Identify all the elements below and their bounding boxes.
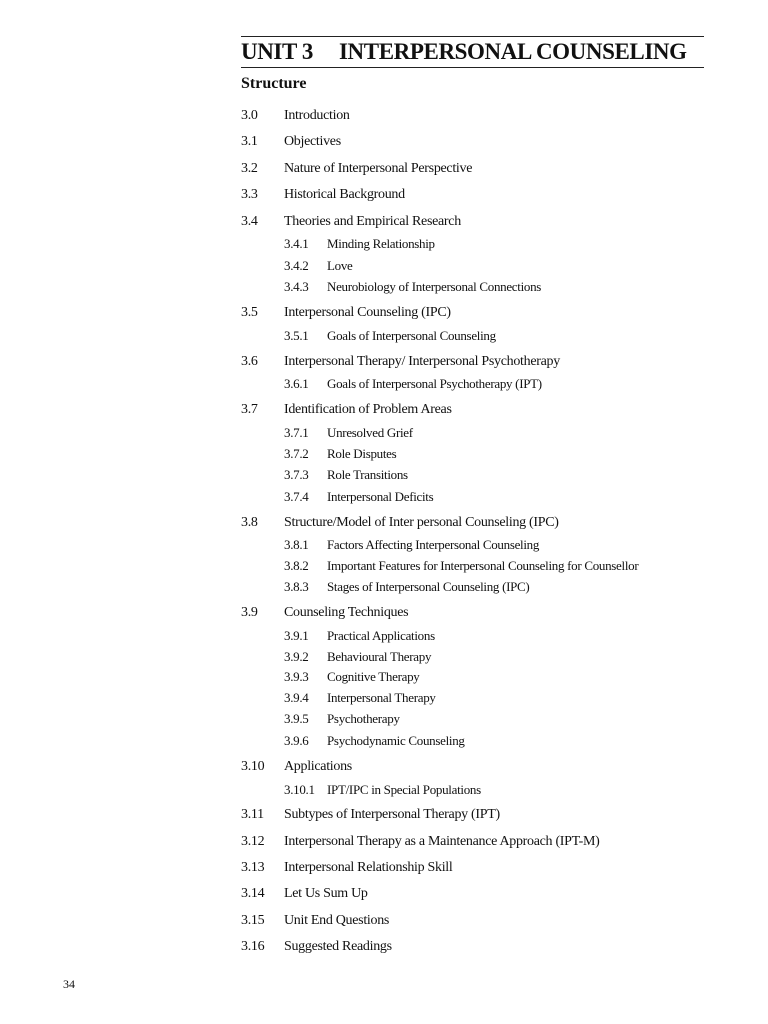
toc-entry-title: Objectives [284,134,341,149]
toc-entry-number: 3.1 [241,134,258,149]
toc-entry-number: 3.4.2 [284,258,309,273]
toc-entry-number: 3.13 [241,860,265,875]
toc-entry-title: Subtypes of Interpersonal Therapy (IPT) [284,807,500,822]
toc-entry-title: Love [327,258,353,273]
toc-entry-number: 3.9.1 [284,628,309,643]
toc-entry-number: 3.7.2 [284,446,309,461]
toc-entry-number: 3.11 [241,807,264,822]
page-number: 34 [63,977,75,991]
toc-entry-number: 3.7.4 [284,489,309,504]
toc-entry-number: 3.9.2 [284,649,309,664]
toc-entry-title: Psychotherapy [327,711,400,726]
toc-entry-number: 3.4 [241,214,258,229]
toc-entry-title: Identification of Problem Areas [284,402,452,417]
toc-entry-title: Cognitive Therapy [327,669,420,684]
toc-entry-title: Behavioural Therapy [327,649,432,664]
toc-entry-title: Psychodynamic Counseling [327,733,465,748]
toc-entry-number: 3.8 [241,515,258,530]
toc-entry-number: 3.10.1 [284,782,315,797]
toc-entry-number: 3.8.3 [284,579,309,594]
toc-entry-title: Interpersonal Deficits [327,489,434,504]
toc-entry-title: Role Disputes [327,446,397,461]
unit-title: INTERPERSONAL COUNSELING [339,39,687,64]
toc-entry-number: 3.3 [241,187,258,202]
toc-entry-title: Nature of Interpersonal Perspective [284,161,473,176]
unit-number: UNIT 3 [241,39,313,64]
toc-entry-title: Neurobiology of Interpersonal Connections [327,279,542,294]
toc-entry-title: Role Transitions [327,467,408,482]
toc-entry-number: 3.5.1 [284,328,309,343]
toc-entry-title: Minding Relationship [327,236,435,251]
toc-entry-title: Stages of Interpersonal Counseling (IPC) [327,579,530,594]
toc-entry-title: Interpersonal Therapy as a Maintenance Approach (IPT-M) [284,834,600,849]
toc-entry-title: Applications [284,759,352,774]
toc-entry-number: 3.6.1 [284,376,309,391]
toc-entry-number: 3.9.6 [284,733,309,748]
toc-entry-title: Factors Affecting Interpersonal Counseling [327,537,540,552]
toc-entry-number: 3.14 [241,886,265,901]
toc-entry-number: 3.7.3 [284,467,309,482]
toc-entry-number: 3.12 [241,834,265,849]
toc-entry-number: 3.4.3 [284,279,309,294]
toc-entry-number: 3.8.1 [284,537,309,552]
toc-entry-title: Important Features for Interpersonal Counseling for Counsellor [327,558,639,573]
toc-entry-number: 3.0 [241,108,258,123]
toc-entry-number: 3.16 [241,939,265,954]
toc-entry-title: Goals of Interpersonal Counseling [327,328,496,343]
toc-entry-title: Interpersonal Therapy/ Interpersonal Psychotherapy [284,354,560,369]
toc-entry-title: Historical Background [284,187,405,202]
toc-entry-number: 3.9.3 [284,669,309,684]
toc-entry-number: 3.10 [241,759,265,774]
toc-entry-number: 3.7.1 [284,425,309,440]
toc-entry-number: 3.9.4 [284,690,309,705]
toc-entry-title: Practical Applications [327,628,435,643]
toc-entry-title: Unit End Questions [284,913,390,928]
toc-entry-title: Unresolved Grief [327,425,413,440]
toc-entry-title: Counseling Techniques [284,605,409,620]
toc-entry-title: Let Us Sum Up [284,886,368,901]
toc-entry-number: 3.2 [241,161,258,176]
toc-entry-title: Goals of Interpersonal Psychotherapy (IPT) [327,376,542,391]
toc-entry-title: Structure/Model of Inter personal Counseling (IPC) [284,515,559,530]
toc-entry-title: Interpersonal Relationship Skill [284,860,453,875]
toc-entry-number: 3.5 [241,305,258,320]
toc-entry-title: Interpersonal Therapy [327,690,436,705]
toc-entry-number: 3.15 [241,913,265,928]
toc-entry-number: 3.8.2 [284,558,309,573]
structure-heading: Structure [241,75,307,92]
toc-entry-number: 3.6 [241,354,258,369]
toc-entry-title: Suggested Readings [284,939,392,954]
toc-entry-title: Interpersonal Counseling (IPC) [284,305,451,320]
toc-entry-number: 3.7 [241,402,258,417]
toc-entry-title: Theories and Empirical Research [284,214,461,229]
toc-entry-title: IPT/IPC in Special Populations [327,782,481,797]
toc-entry-number: 3.4.1 [284,236,309,251]
toc-entry-number: 3.9 [241,605,258,620]
toc-entry-number: 3.9.5 [284,711,309,726]
toc-entry-title: Introduction [284,108,350,123]
